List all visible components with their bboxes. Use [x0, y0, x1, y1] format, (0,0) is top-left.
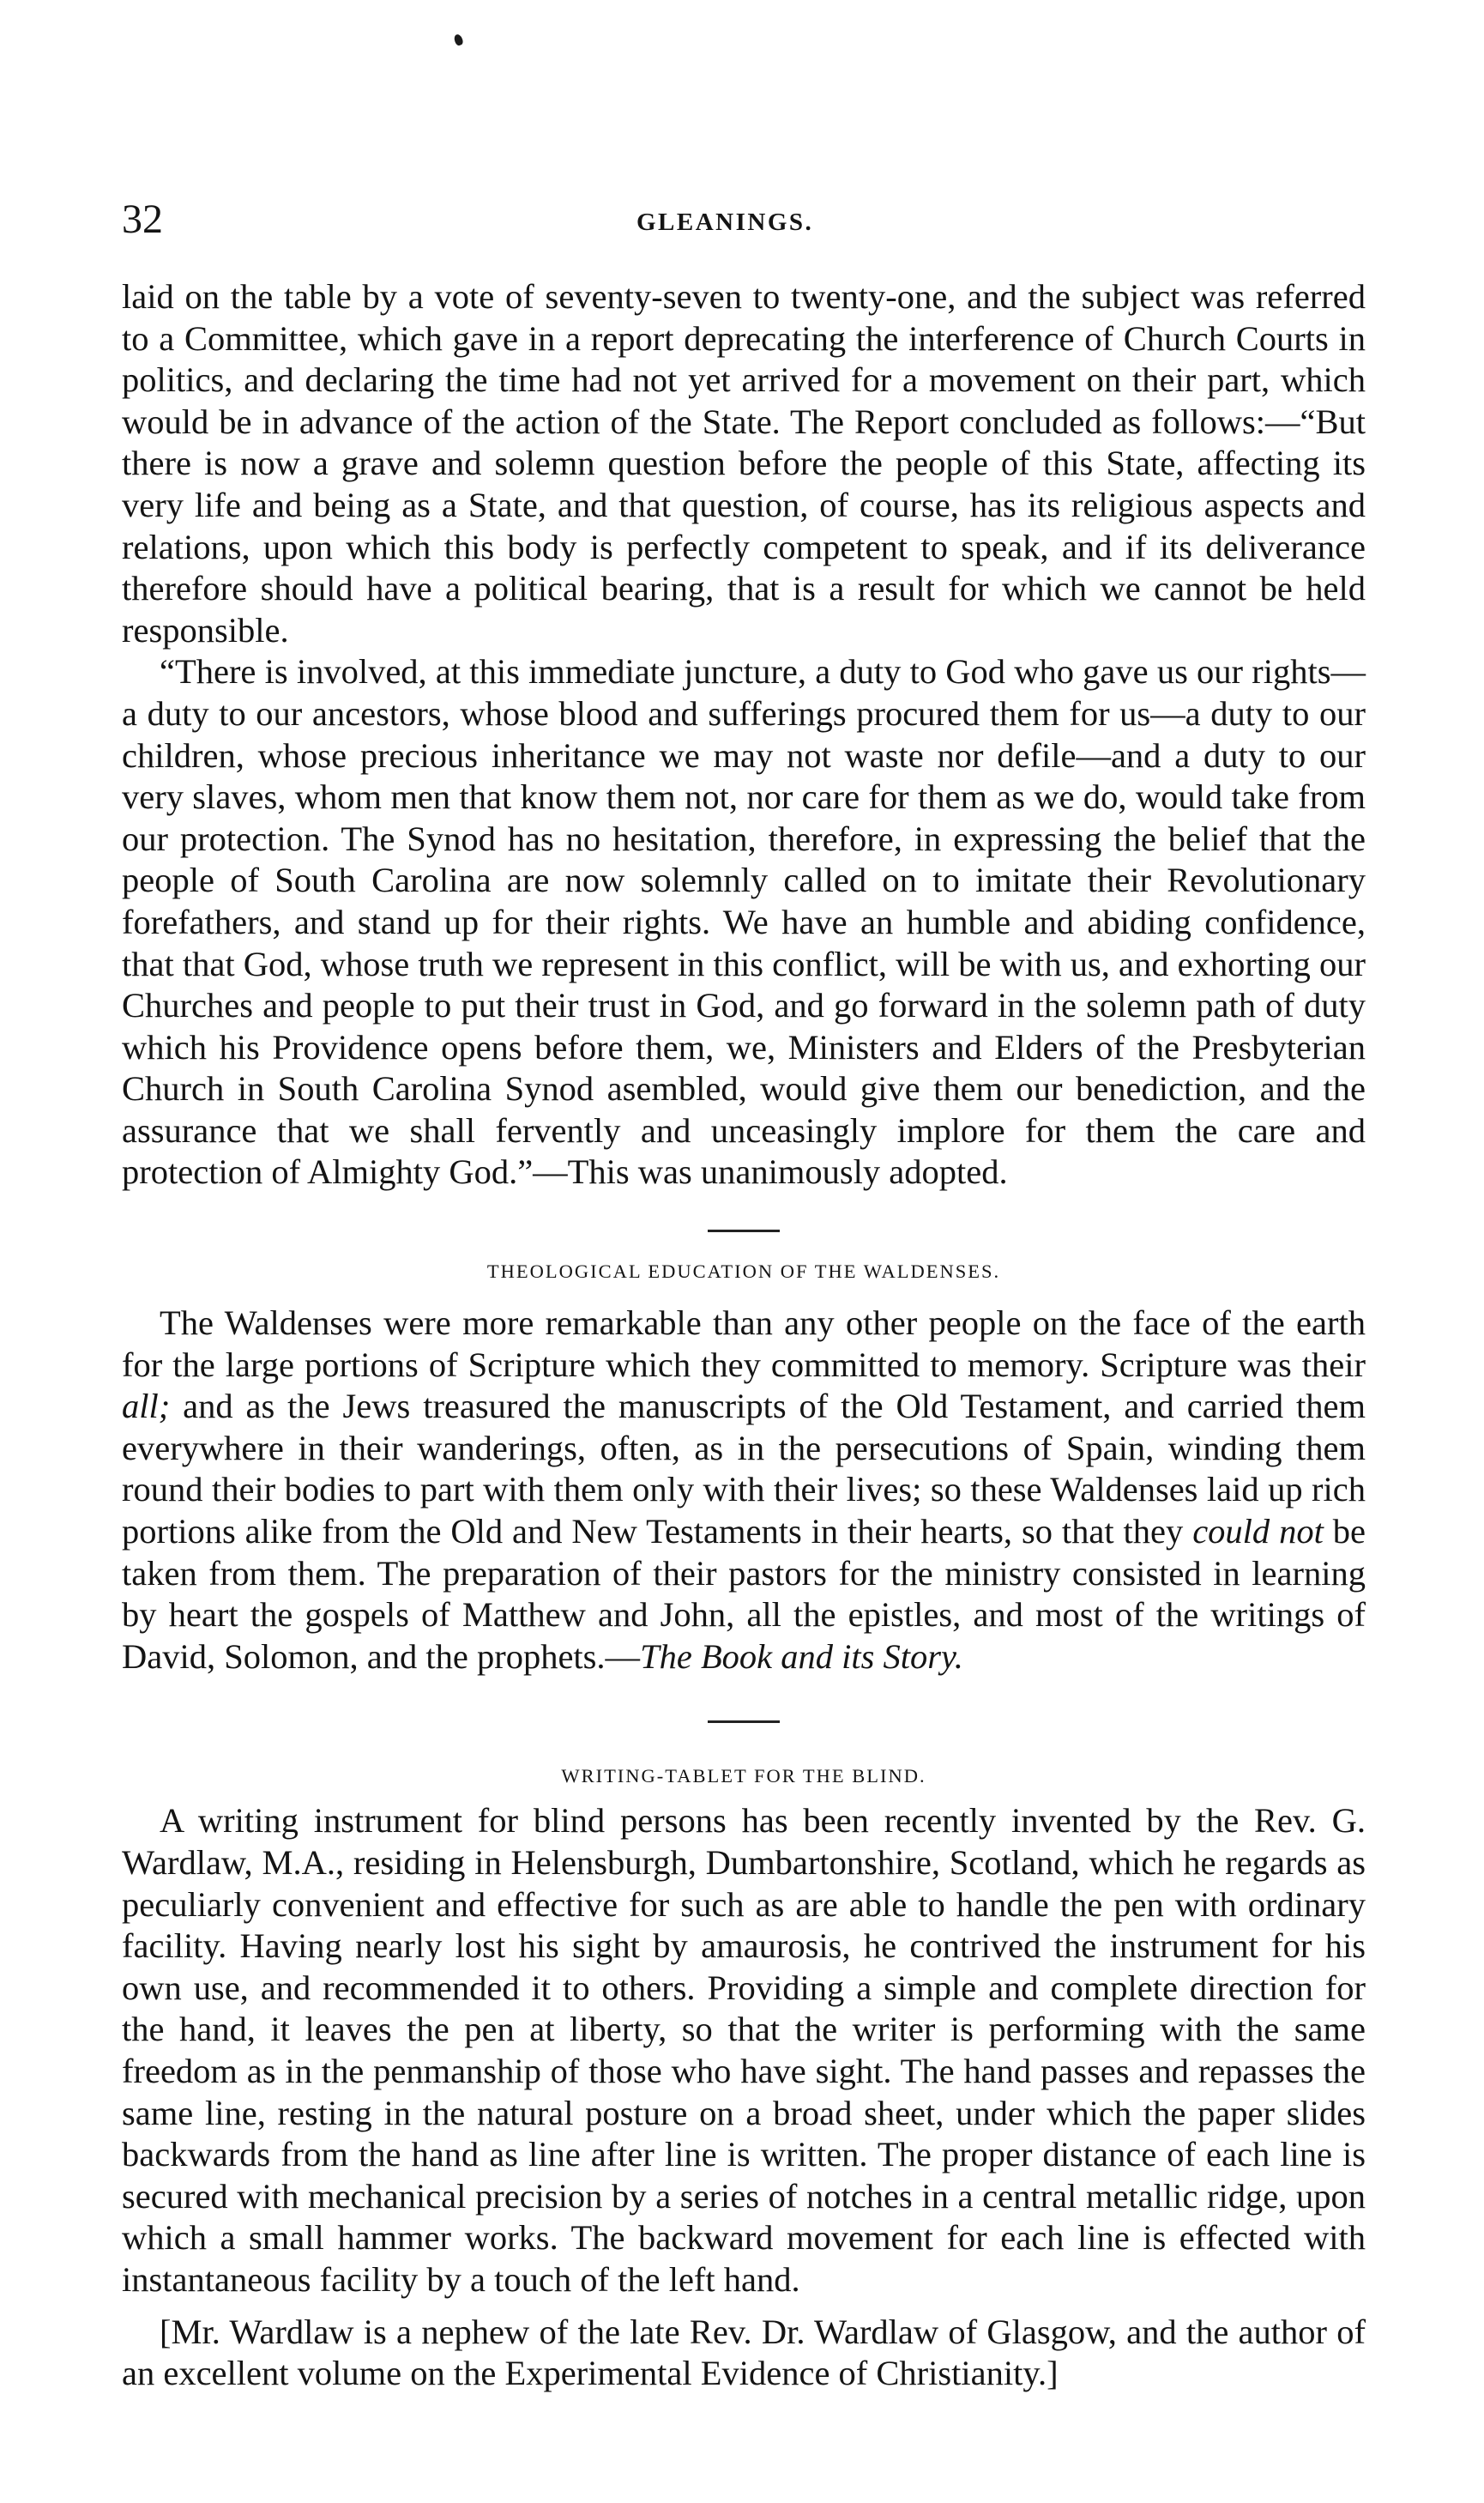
synod-report-quote-paragraph: “There is involved, at this immediate juncture, a duty to God who gave us our rights—a duty to our ancestors, whose blood and sufferings procured them for us—a duty to our children, whose precious inheritance we may not waste nor defile—and a duty to our very slaves, whom men that know them not, nor care for them as we do, would take from our protection. The Synod has no hesitation, therefore, in expressing the belief that the people of South Carolina are now solemnly called on to imitate their Revolutionary forefathers, and stand up for their rights. We have an humble and abiding confidence, that that God, whose truth we represent in this conflict, will be with us, and exhorting our Churches and people to put their trust in God, and go forward in the solemn path of duty which his Providence opens before them, we, Ministers and Elders of the Presbyterian Church in South Carolina Synod asembled, would give them our benediction, and the assurance that we shall fervently and unceasingly implore for them the care and protection of Almighty God.”—This was unanimously adopted.	[122, 652, 1366, 1192]
section-heading: THEOLOGICAL EDUCATION OF THE WALDENSES.	[486, 1261, 1001, 1283]
section-divider	[708, 1720, 780, 1723]
page-number: 32	[122, 196, 163, 242]
running-head	[122, 194, 1366, 245]
writing-tablet-section	[122, 1759, 1366, 2394]
synod-report-paragraph: laid on the table by a vote of seventy-seven to twenty-one, and the subject was referred to a Committee, which gave in a report deprecating the interference of Church Courts in politics, and declaring the time had not yet arrived for a movement on their part, which would be in advance of the action of the State. The Report concluded as follows:—“But there is now a grave and solemn question before the people of this State, affecting its very life and being as a State, and that question, of course, has its religious aspects and relations, upon which this body is perfectly competent to speak, and if its deliverance therefore should have a political bearing, that is a result for which we cannot be held responsible.	[122, 277, 1366, 650]
text-run: and as the Jews treasured the manuscripts of the Old Testament, and carried them everywhere in their wanderings, often, as in the persecutions of Spain, winding them round their bodies to part with them only with their lives; so these Waldenses laid up rich portions alike from the Old and New Testaments in their hearts, so that they	[122, 1387, 1366, 1551]
section-heading: WRITING-TABLET FOR THE BLIND.	[561, 1765, 926, 1787]
synod-report-section	[122, 276, 1366, 1194]
waldenses-section	[122, 1255, 1366, 1678]
emphasis: all;	[122, 1387, 171, 1426]
ink-speck	[453, 33, 464, 46]
section-divider	[708, 1230, 780, 1232]
running-title: GLEANINGS.	[636, 209, 814, 236]
body-text	[122, 276, 1366, 2395]
text-run: be taken from them. The preparation of their pastors for the ministry consisted in learning by heart the gospels of Matthew and John, all the epistles, and most of the writings of David, Solomon, and the prophets.—	[122, 1512, 1366, 1676]
source-citation: The Book and its Story.	[640, 1636, 963, 1676]
waldenses-paragraph	[122, 1303, 1366, 1678]
writing-tablet-paragraph: A writing instrument for blind persons has been recently invented by the Rev. G. Wardlaw, M.A., residing in Helensburgh, Dumbartonshire, Scotland, which he regards as peculiarly convenient and effective for such as are able to handle the pen with ordinary facility. Having nearly lost his sight by amaurosis, he contrived the instrument for his own use, and recommended it to others. Providing a simple and complete direction for the hand, it leaves the pen at liberty, so that the writer is performing with the same freedom as in the penmanship of those who have sight. The hand passes and repasses the same line, resting in the natural posture on a broad sheet, under which the paper slides backwards from the hand as line after line is written. The proper distance of each line is secured with mechanical precision by a series of notches in a central metallic ridge, upon which a small hammer works. The backward movement for each line is effected with instantaneous facility by a touch of the left hand.	[122, 1801, 1366, 2299]
editorial-note: [Mr. Wardlaw is a nephew of the late Rev. Dr. Wardlaw of Glasgow, and the author of an excellent volume on the Experimental Evidence of Christianity.]	[122, 2312, 1366, 2393]
text-run: The Waldenses were more remarkable than any other people on the face of the earth for the large portions of Scripture which they committed to memory. Scripture was their	[122, 1303, 1366, 1384]
emphasis: could not	[1192, 1512, 1324, 1551]
